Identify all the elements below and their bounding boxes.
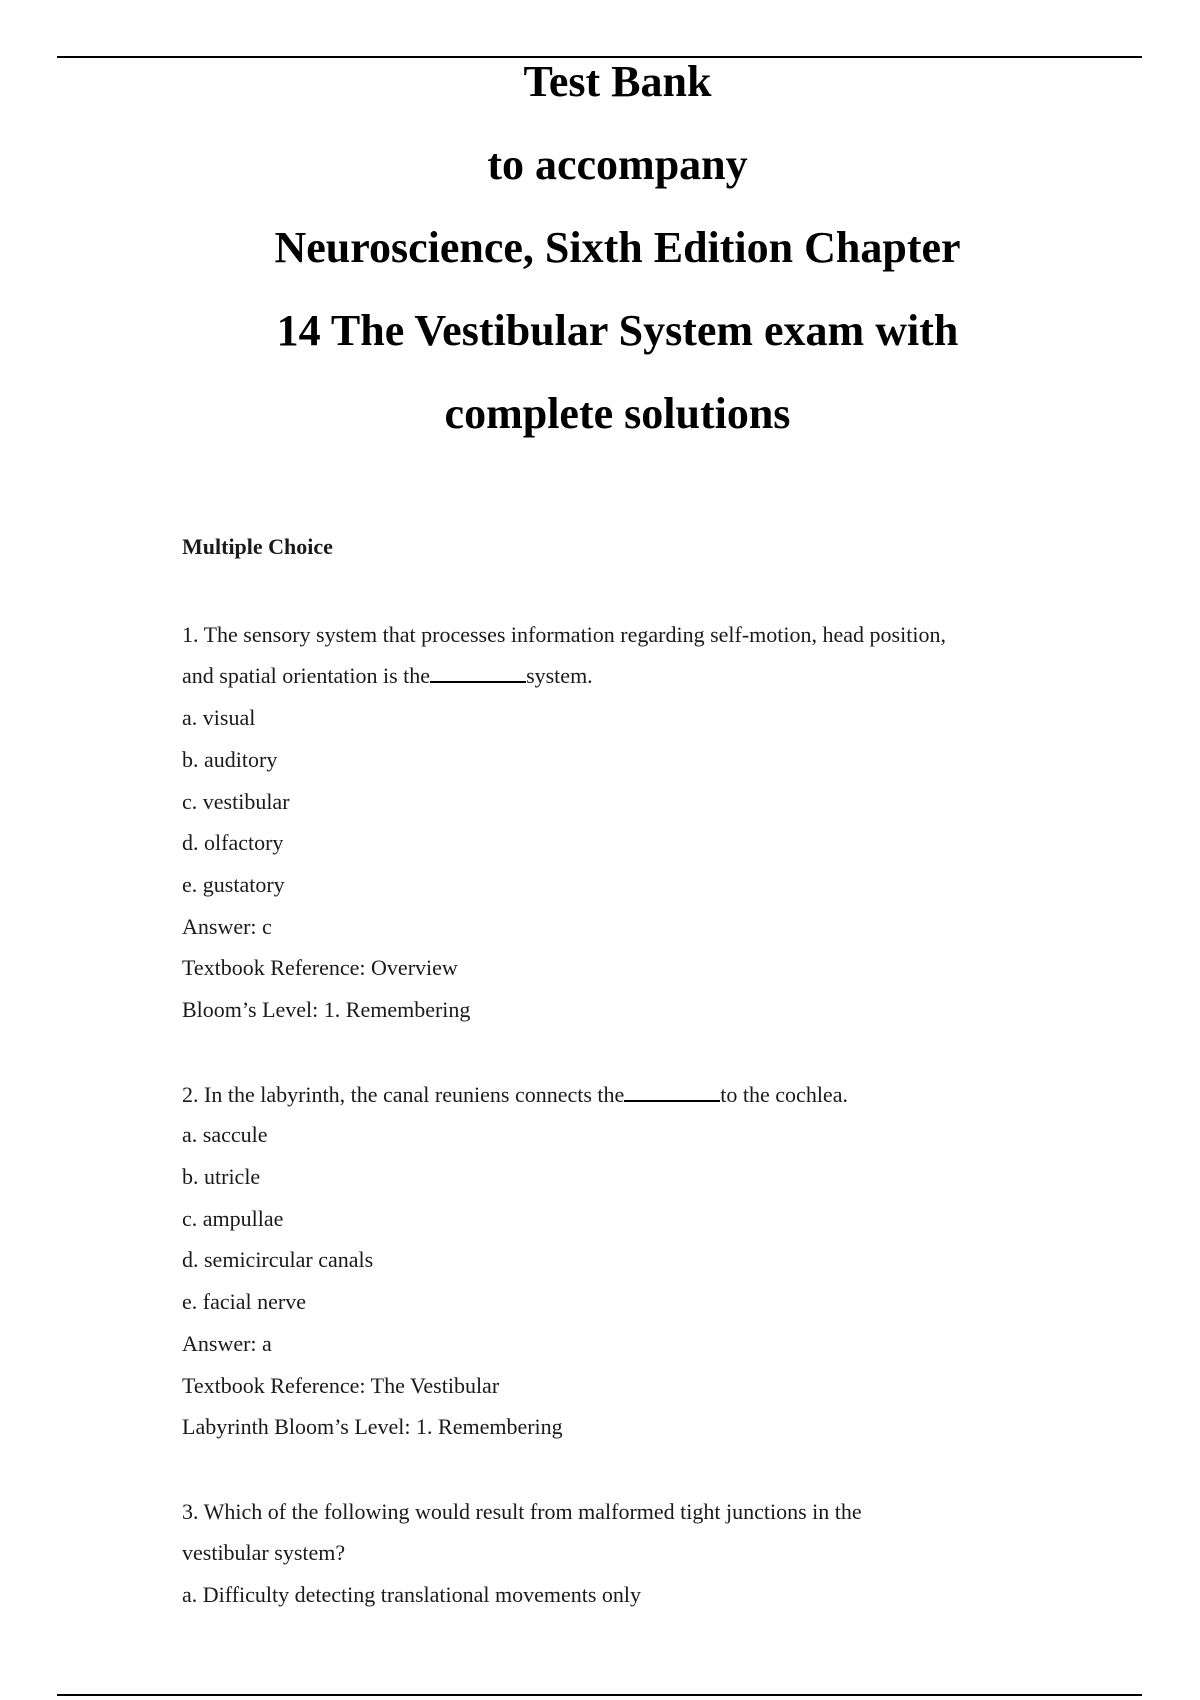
section-heading: Multiple Choice [182, 534, 333, 559]
q1-answer-blank [430, 663, 526, 683]
title-line-4: 14 The Vestibular System exam with [276, 306, 959, 355]
q2-blooms-level: Labyrinth Bloom’s Level: 1. Remembering [182, 1414, 563, 1439]
q3-stem-line2: vestibular system? [182, 1540, 346, 1565]
q2-answer: Answer: a [182, 1331, 272, 1356]
q1-stem-after: system. [526, 663, 593, 688]
q1-option-e: e. gustatory [182, 872, 285, 897]
q1-option-c: c. vestibular [182, 789, 290, 814]
q1-stem-before: and spatial orientation is the [182, 663, 431, 688]
title-line-1: Test Bank [523, 57, 712, 106]
title-line-2: to accompany [487, 140, 748, 189]
title-line-5: complete solutions [444, 389, 791, 438]
q2-stem-before: 2. In the labyrinth, the canal reuniens connects the [182, 1082, 625, 1107]
q3-option-a: a. Difficulty detecting translational movements only [182, 1582, 642, 1607]
q1-reference: Textbook Reference: Overview [182, 955, 458, 980]
document-title [0, 40, 1200, 455]
q2-answer-blank [624, 1082, 720, 1102]
q1-option-d: d. olfactory [182, 830, 284, 855]
q1-answer: Answer: c [182, 914, 272, 939]
q2-option-c: c. ampullae [182, 1206, 284, 1231]
q2-reference: Textbook Reference: The Vestibular [182, 1373, 500, 1398]
q1-stem-line2 [182, 661, 593, 691]
bottom-rule [57, 1694, 1142, 1696]
q2-option-a: a. saccule [182, 1122, 268, 1147]
title-line-3: Neuroscience, Sixth Edition Chapter [274, 223, 961, 272]
q2-stem-after: to the cochlea. [720, 1082, 848, 1107]
q2-stem [182, 1080, 848, 1110]
q1-option-a: a. visual [182, 705, 256, 730]
q2-option-d: d. semicircular canals [182, 1247, 374, 1272]
q3-stem-line1: 3. Which of the following would result from malformed tight junctions in the [182, 1499, 862, 1524]
q1-option-b: b. auditory [182, 747, 278, 772]
q1-blooms-level: Bloom’s Level: 1. Remembering [182, 997, 471, 1022]
q1-stem-line1: 1. The sensory system that processes information regarding self-motion, head position, [182, 622, 946, 647]
q2-option-b: b. utricle [182, 1164, 261, 1189]
q2-option-e: e. facial nerve [182, 1289, 306, 1314]
